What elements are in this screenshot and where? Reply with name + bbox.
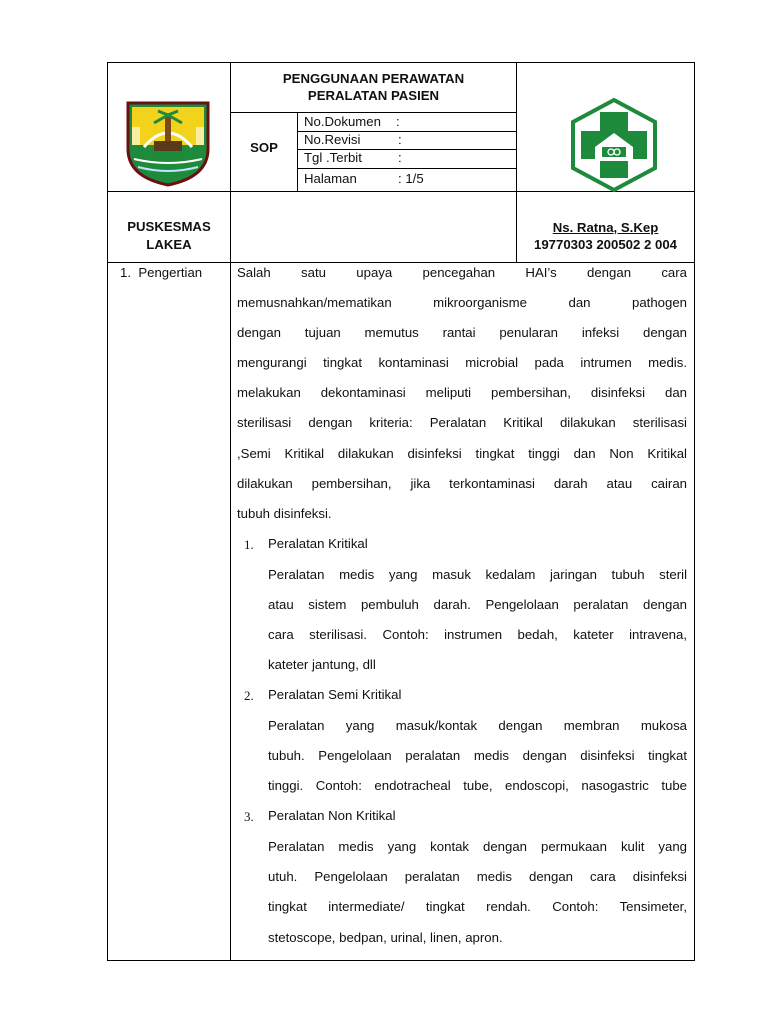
org-name-line-1: PUSKESMAS [127,219,211,234]
list-item-number: 1. [244,537,254,552]
field-value-halaman: : 1/5 [398,171,424,186]
table-border-right [694,62,695,961]
org-name [108,218,230,254]
intro-line: melakukan dekontaminasi meliputi pembersihan, disinfeksi dan [237,385,687,400]
list-item-line: tingkat intermediate/ tingkat rendah. Contoh: Tensimeter, [268,899,687,914]
document-title [231,70,516,104]
header-divider-left [230,62,231,961]
list-item-line: cara sterilisasi. Contoh: instrumen bedah, kateter intravena, [268,627,687,642]
field-value-tgl-terbit: : [398,150,402,165]
field-value-no-revisi: : [398,132,402,147]
list-item-title: Peralatan Non Kritikal [268,808,396,823]
intro-line: memusnahkan/mematikan mikroorganisme dan pathogen [237,295,687,310]
signatory-nip: 19770303 200502 2 004 [533,237,677,252]
table-border-top [107,62,695,63]
intro-line: ,Semi Kritikal dilakukan disinfeksi tingkat tinggi dan Non Kritikal [237,446,687,461]
field-label-halaman: Halaman [304,171,357,186]
intro-line: tubuh disinfeksi. [237,506,332,521]
list-item-line: Peralatan yang masuk/kontak dengan membran mukosa [268,718,687,733]
list-item-line: kateter jantung, dll [268,657,376,672]
intro-line: mengurangi tingkat kontaminasi microbial pada intrumen medis. [237,355,687,370]
title-line-1: PENGGUNAAN PERAWATAN [282,71,465,86]
puskesmas-cross-icon [565,97,663,193]
intro-line: dengan tujuan memutus rantai penularan infeksi dengan [237,325,687,340]
table-border-bottom [107,960,695,961]
list-item-number: 3. [244,809,254,824]
field-label-no-revisi: No.Revisi [304,132,361,147]
sop-divider [297,112,298,192]
field-label-no-dokumen: No.Dokumen [304,114,381,129]
field-label-tgl-terbit: Tgl .Terbit [304,150,362,165]
list-item-number: 2. [244,688,254,703]
intro-line: Salah satu upaya pencegahan HAI’s dengan cara [237,265,687,280]
intro-line: sterilisasi dengan kriteria: Peralatan Kritikal dilakukan sterilisasi [237,415,687,430]
list-item-title: Peralatan Kritikal [268,536,368,551]
signatory [517,219,694,253]
list-item-line: Peralatan medis yang masuk kedalam jaringan tubuh steril [268,567,687,582]
title-line-2: PERALATAN PASIEN [307,88,440,103]
list-item-line: tinggi. Contoh: endotracheal tube, endoscopi, nasogastric tube [268,778,687,793]
section-label: 1. Pengertian [120,265,203,280]
signatory-name: Ns. Ratna, S.Kep [552,220,659,235]
title-divider [230,112,517,113]
list-item-line: tubuh. Pengelolaan peralatan medis dengan disinfeksi tingkat [268,748,687,763]
list-item-line: Peralatan medis yang kontak dengan permukaan kulit yang [268,839,687,854]
table-border-left [107,62,108,961]
list-item-line: stetoscope, bedpan, urinal, linen, apron. [268,930,503,945]
regional-emblem-icon [124,97,212,187]
field-value-no-dokumen: : [396,114,400,129]
list-item-line: atau sistem pembuluh darah. Pengelolaan peralatan dengan [268,597,687,612]
org-name-line-2: LAKEA [146,237,192,252]
sop-label: SOP [250,140,278,155]
row-divider-signatory [107,262,695,263]
list-item-title: Peralatan Semi Kritikal [268,687,402,702]
intro-line: dilakukan pembersihan, jika terkontaminasi darah atau cairan [237,476,687,491]
field-divider-3 [297,168,517,169]
list-item-line: utuh. Pengelolaan peralatan medis dengan cara disinfeksi [268,869,687,884]
